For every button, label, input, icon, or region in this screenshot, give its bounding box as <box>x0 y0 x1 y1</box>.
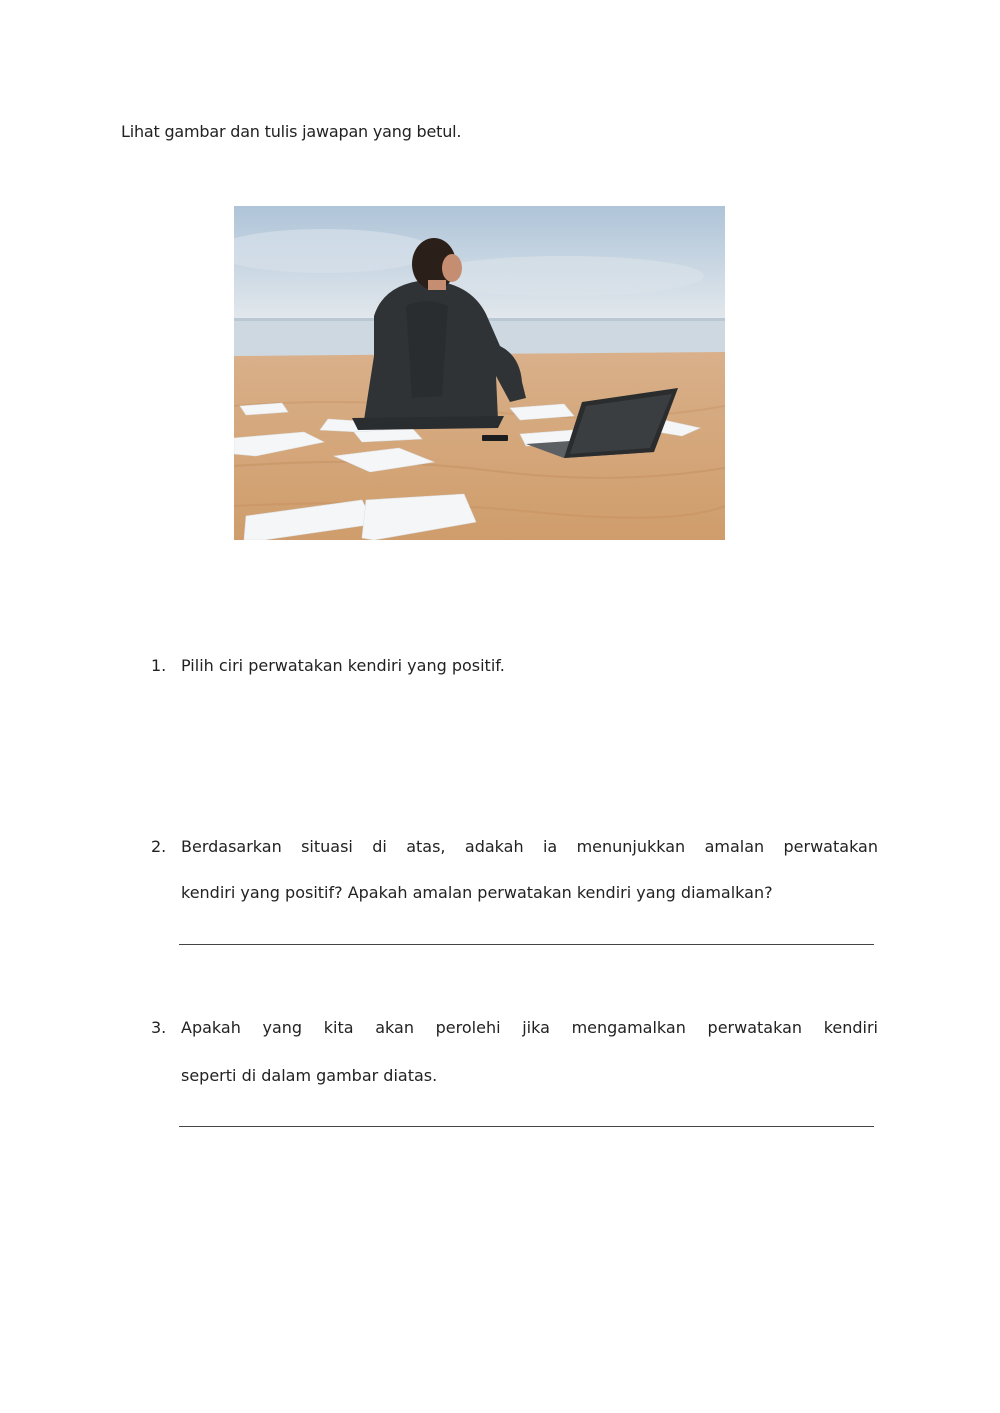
question-1-text: Pilih ciri perwatakan kendiri yang positif. <box>181 656 505 675</box>
instruction-text: Lihat gambar dan tulis jawapan yang betul. <box>121 122 462 141</box>
phone <box>482 435 508 441</box>
question-3-answer-line[interactable] <box>179 1126 874 1127</box>
question-3-text-line-1: Apakah yang kita akan perolehi jika mengamalkan perwatakan kendiri <box>181 1018 878 1037</box>
question-2-text-line-1: Berdasarkan situasi di atas, adakah ia menunjukkan amalan perwatakan <box>181 837 878 856</box>
question-2-text-line-2: kendiri yang positif? Apakah amalan perwatakan kendiri yang diamalkan? <box>181 883 773 902</box>
question-2-number: 2. <box>151 837 167 856</box>
photo-man-on-beach <box>234 206 725 540</box>
question-2-answer-line[interactable] <box>179 944 874 945</box>
question-3-text-line-2: seperti di dalam gambar diatas. <box>181 1066 438 1085</box>
question-3-number: 3. <box>151 1018 167 1037</box>
question-1-number: 1. <box>151 656 167 675</box>
